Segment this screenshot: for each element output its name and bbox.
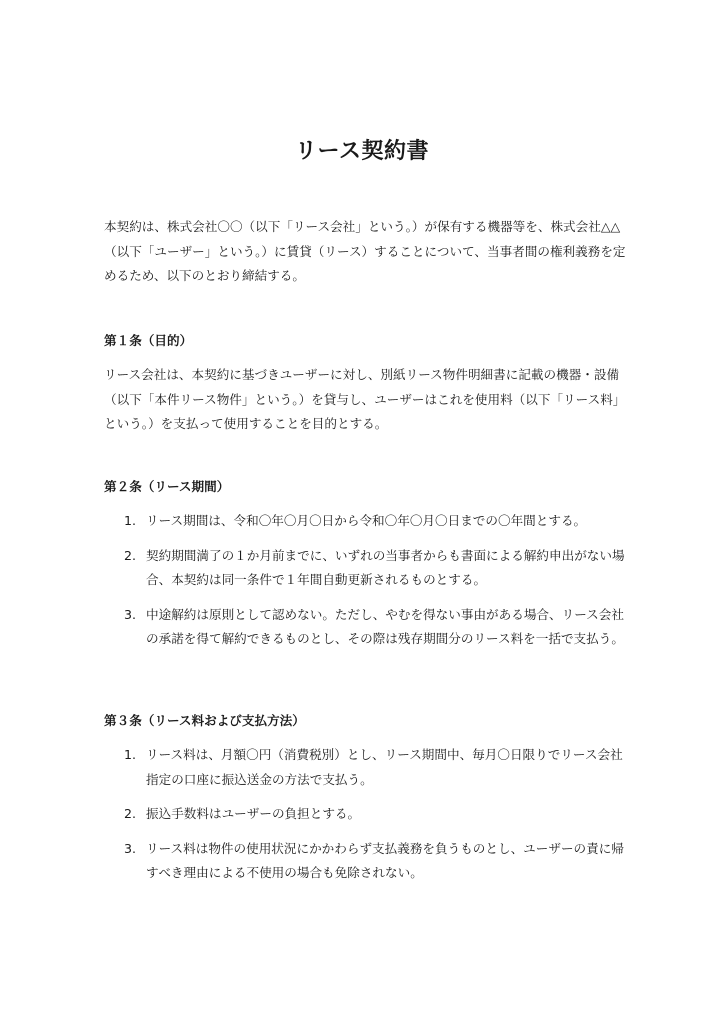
- clause-text: リース期間は、令和〇年〇月〇日から令和〇年〇月〇日までの〇年間とする。: [146, 513, 587, 528]
- intro-paragraph: 本契約は、株式会社〇〇（以下「リース会社」という。）が保有する機器等を、株式会社△△（以下「ユーザー」という。）に賃貸（リース）することについて、当事者間の権利義務を定めるため、以下のとおり締結する。: [104, 219, 626, 283]
- clause-item: [104, 603, 626, 652]
- clause-list: [104, 509, 626, 652]
- clause-text: リース料は物件の使用状況にかかわらず支払義務を負うものとし、ユーザーの責に帰すべき理由による不使用の場合も免除されない。: [146, 840, 624, 880]
- clause-item: [104, 837, 626, 886]
- clause-item: [104, 544, 626, 593]
- document-title: リース契約書: [295, 139, 429, 164]
- article-1: [104, 331, 626, 437]
- clause-text: 契約期間満了の１か月前までに、いずれの当事者からも書面による解約申出がない場合、本契約は同一条件で１年間自動更新されるものとする。: [146, 547, 625, 587]
- article-heading: 第１条（目的）: [104, 333, 193, 348]
- clause-number: 2.: [124, 806, 137, 821]
- clause-number: 1.: [124, 513, 137, 528]
- article-2: [104, 477, 626, 662]
- clause-item: [104, 509, 626, 534]
- clause-number: 3.: [124, 606, 137, 622]
- clause-item: [104, 743, 626, 792]
- clause-number: 1.: [124, 747, 137, 762]
- clause-number: 2.: [124, 547, 137, 563]
- clause-text: リース料は、月額〇円（消費税別）とし、リース期間中、毎月〇日限りでリース会社指定の口座に振込送金の方法で支払う。: [146, 747, 623, 787]
- clause-text: 振込手数料はユーザーの負担とする。: [146, 806, 361, 821]
- article-3: [104, 711, 626, 896]
- article-heading: 第２条（リース期間）: [104, 479, 230, 494]
- clause-list: [104, 743, 626, 886]
- article-heading: 第３条（リース料および支払方法）: [104, 713, 305, 728]
- article-body: リース会社は、本契約に基づきユーザーに対し、別紙リース物件明細書に記載の機器・設備（以下「本件リース物件」という。）を貸与し、ユーザーはこれを使用料（以下「リース料」という。）を支払って使用することを目的とする。: [104, 367, 626, 431]
- clause-item: [104, 802, 626, 827]
- clause-number: 3.: [124, 840, 137, 856]
- clause-text: 中途解約は原則として認めない。ただし、やむを得ない事由がある場合、リース会社の承諾を得て解約できるものとし、その際は残存期間分のリース料を一括で支払う。: [146, 606, 624, 646]
